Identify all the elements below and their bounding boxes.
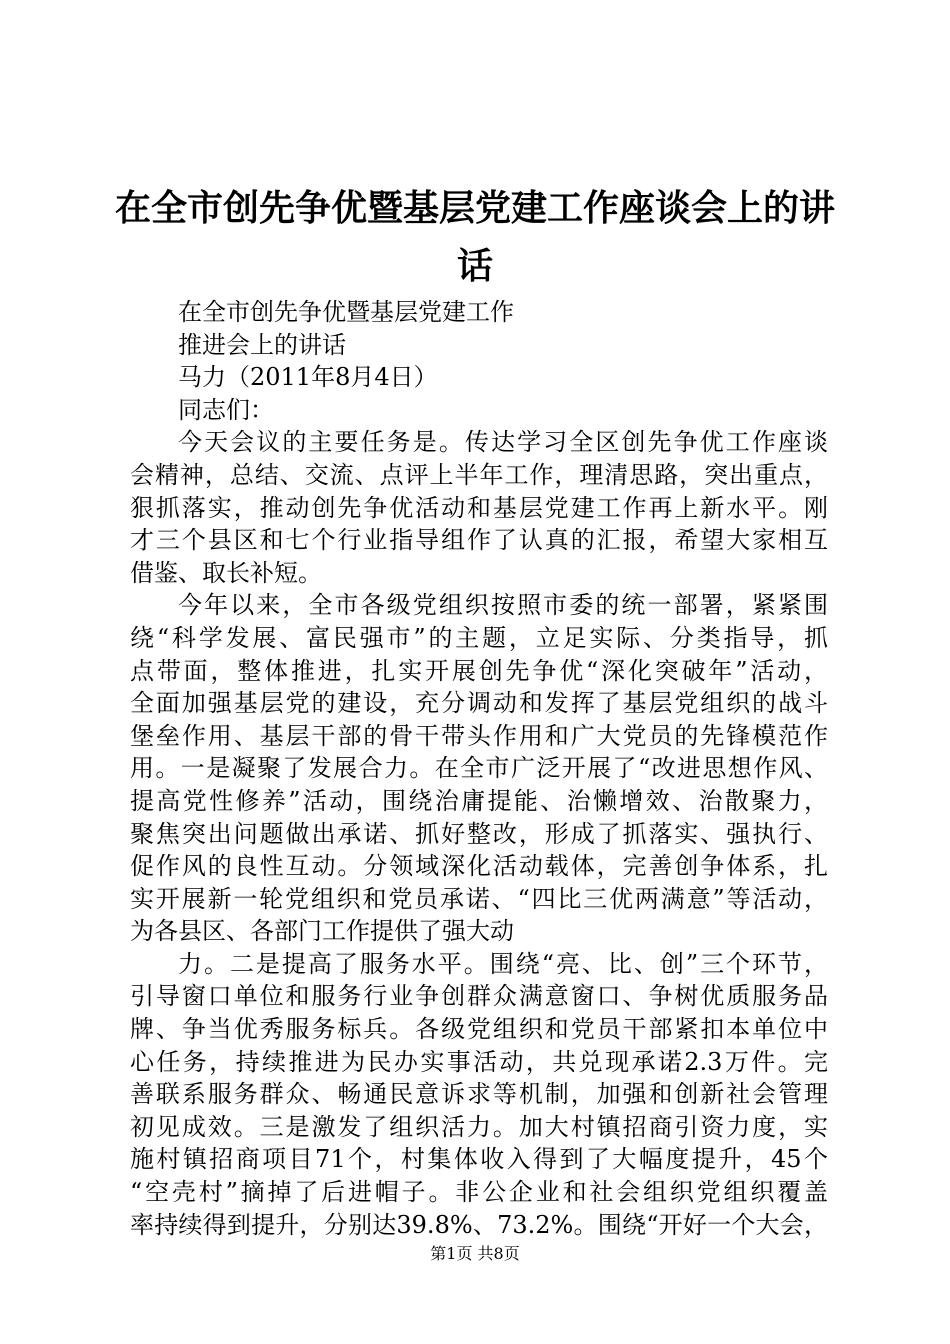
text-line: 率持续得到提升，分别达39.8%、73.2%。围绕“开好一个大会， xyxy=(130,1210,828,1239)
text-line: 力。二是提高了服务水平。围绕“亮、比、创”三个环节， xyxy=(178,949,828,978)
text-line: 在全市创先争优暨基层党建工作 xyxy=(178,298,514,326)
text-line: 推进会上的讲话 xyxy=(178,330,346,359)
text-line: 绕“科学发展、富民强市”的主题，立足实际、分类指导，抓 xyxy=(130,623,828,652)
text-line: 狠抓落实，推动创先争优活动和基层党建工作再上新水平。刚 xyxy=(130,493,828,522)
title-line-1: 在全市创先争优暨基层党建工作座谈会上的讲 xyxy=(114,188,835,229)
text-line: 借鉴、取长补短。 xyxy=(130,558,322,587)
text-line: 才三个县区和七个行业指导组作了认真的汇报，希望大家相互 xyxy=(130,526,828,555)
text-line: 会精神，总结、交流、点评上半年工作，理清思路，突出重点， xyxy=(130,460,828,489)
text-line: 提高党性修养”活动，围绕治庸提能、治懒增效、治散聚力， xyxy=(130,786,828,815)
text-line: 为各县区、各部门工作提供了强大动 xyxy=(130,917,514,946)
text-line: 聚焦突出问题做出承诺、抓好整改，形成了抓落实、强执行、 xyxy=(130,819,828,848)
text-line: 全面加强基层党的建设，充分调动和发挥了基层党组织的战斗 xyxy=(130,689,828,718)
document-title xyxy=(100,180,850,296)
text-line: “空壳村”摘掉了后进帽子。非公企业和社会组织党组织覆盖 xyxy=(130,1178,828,1207)
text-line: 施村镇招商项目71个，村集体收入得到了大幅度提升，45个 xyxy=(130,1145,828,1174)
text-line: 点带面，整体推进，扎实开展创先争优“深化突破年”活动， xyxy=(130,656,828,685)
document-body xyxy=(130,296,828,1241)
title-line-2: 话 xyxy=(456,246,493,287)
text-line: 实开展新一轮党组织和党员承诺、“四比三优两满意”等活动， xyxy=(130,884,828,913)
text-line: 牌、争当优秀服务标兵。各级党组织和党员干部紧扣本单位中 xyxy=(130,1015,828,1044)
text-line: 今天会议的主要任务是。传达学习全区创先争优工作座谈 xyxy=(178,428,828,457)
text-line: 初见成效。三是激发了组织活力。加大村镇招商引资力度，实 xyxy=(130,1112,828,1141)
text-line: 今年以来，全市各级党组织按照市委的统一部署，紧紧围 xyxy=(178,591,828,620)
text-line: 马力（2011年8月4日） xyxy=(178,363,438,392)
text-line: 心任务，持续推进为民办实事活动，共兑现承诺2.3万件。完 xyxy=(130,1047,828,1076)
text-line: 引导窗口单位和服务行业争创群众满意窗口、争树优质服务品 xyxy=(130,982,828,1011)
text-line: 促作风的良性互动。分领域深化活动载体，完善创争体系，扎 xyxy=(130,852,828,881)
page-footer: 第1页 共8页 xyxy=(430,1244,520,1263)
text-line: 堡垒作用、基层干部的骨干带头作用和广大党员的先锋模范作 xyxy=(130,721,828,750)
text-line: 善联系服务群众、畅通民意诉求等机制，加强和创新社会管理 xyxy=(130,1080,828,1109)
text-line: 用。一是凝聚了发展合力。在全市广泛开展了“改进思想作风、 xyxy=(130,754,828,783)
text-line: 同志们： xyxy=(178,395,274,424)
